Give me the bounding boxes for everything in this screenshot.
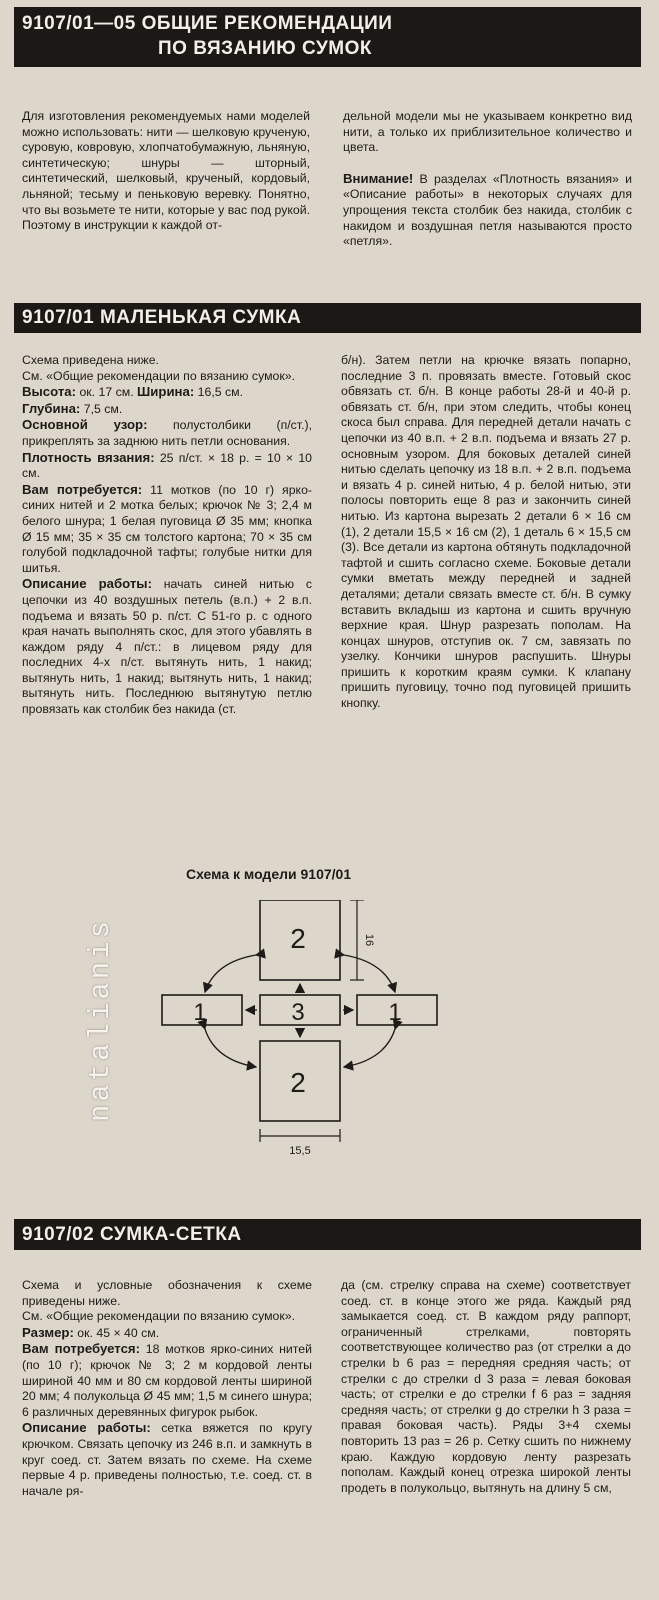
small-bag-pattern: Основной узор: полустолбики (п/ст.), прикреплять за заднюю нить петли основания. bbox=[22, 417, 312, 448]
small-bag-work: Описание работы: начать синей нитью с цепочки из 40 воздушных петель (в.п.) + 2 в.п. подъема и вязать 50 р. п/ст. С 51-го р. с одного края начать выполнять скос, для этого убавлять в каждом ряду 4 п/ст.: в лицевом ряду для последних 4-х п/ст. вытянуть нить, 1 накид; вытянуть нить, 1 накид; вытянуть нить, 1 накид; вытянуть нить. Последнюю вытянутую петлю провязать как столбик без накида (ст. bbox=[22, 576, 312, 717]
label-2-top: 2 bbox=[290, 923, 306, 954]
arrow-top-right bbox=[344, 955, 395, 992]
general-materials-continued: дельной модели мы не указываем конкретно вид нити, а только их приблизительное количество и цвета. bbox=[343, 109, 632, 155]
small-bag-density: Плотность вязания: 25 п/ст. × 18 р. = 10 × 10 см. bbox=[22, 449, 313, 481]
small-bag-materials: Вам потребуется: 11 мотков (по 10 г) ярко-синих нитей и 2 мотка белых; крючок № 3; 2,4 м белого шнура; 1 белая пуговица Ø 35 мм; кнопка Ø 15 мм; 35 × 35 см толстого картона; 70 × 35 см голубой подкладочной тафты; голубые нитки для шитья. bbox=[22, 481, 313, 575]
net-bag-work: Описание работы: сетка вяжется по кругу крючком. Связать цепочку из 246 в.п. и замкнуть в круг соед. ст. Затем вязать по схеме. На схеме первые 4 р. приведены полностью, т.е. соед. ст. в начале ря- bbox=[22, 1420, 312, 1498]
watermark: natalianis bbox=[84, 918, 117, 1123]
heading-line-2: ПО ВЯЗАНИЮ СУМОК bbox=[158, 38, 372, 59]
section-heading-net-bag bbox=[14, 1219, 641, 1250]
scheme-title: Схема к модели 9107/01 bbox=[186, 866, 352, 882]
small-bag-depth: Глубина: 7,5 см. bbox=[22, 400, 123, 416]
general-right-column bbox=[343, 109, 632, 250]
general-materials-text: Для изготовления рекомендуемых нами моделей можно использовать: нити — шелковую крученую, суровую, ковровую, хлопчатобумажную, льняную, синтетическую; шнуры — шторный, синтетический, шелковый, крученый, кордовый, льняной; тесьму и пеньковую веревку. Понятно, что вы возьмете те нити, которые у вас под рукой. Поэтому в инструкции к каждой от- bbox=[22, 109, 310, 233]
heading-small-bag-text: 9107/01 МАЛЕНЬКАЯ СУМКА bbox=[22, 307, 302, 328]
section-heading-general bbox=[14, 7, 641, 67]
small-bag-dimensions: Высота: ок. 17 см. Ширина: 16,5 см. bbox=[22, 384, 244, 400]
attention-note bbox=[343, 171, 632, 250]
label-2-bottom: 2 bbox=[290, 1067, 306, 1098]
net-bag-size: Размер: ок. 45 × 40 см. bbox=[22, 1324, 160, 1340]
heading-net-bag-text: 9107/02 СУМКА-СЕТКА bbox=[22, 1224, 242, 1245]
net-bag-right-column bbox=[341, 1278, 631, 1496]
arrow-bottom-right bbox=[344, 1029, 395, 1067]
net-bag-intro: Схема и условные обозначения к схеме приведены ниже. bbox=[22, 1278, 312, 1308]
dim-height-label: 16 bbox=[363, 933, 375, 947]
net-bag-left-column bbox=[22, 1278, 312, 1499]
net-bag-materials: Вам потребуется: 18 мотков ярко-синих нитей (по 10 г); крючок № 3; 2 м кордовой ленты шириной 40 мм и 80 см кордовой ленты шириной 20 мм; 4 полукольца Ø 45 мм; 1,5 м синего шнура; 6 различных деревянных фигурок рыбок. bbox=[22, 1341, 313, 1419]
section-heading-small-bag bbox=[14, 303, 641, 333]
small-bag-left-column bbox=[22, 353, 312, 718]
dim-width-label: 15,5 bbox=[289, 1145, 311, 1157]
small-bag-work-continued: б/н). Затем петли на крючке вязать попарно, последние 3 п. провязать вместе. Готовый скос обвязать ст. б/н. В конце работы 28-й и 40-й р. обвязать ст. б/н, при этом следить, чтобы конец скоса был справа. Для передней детали начать с цепочки из 40 в.п. + 2 в.п. подъема и вязать 27 р. основным узором. Для боковых деталей синей нитью сделать цепочку из 18 в.п. + 2 в.п. подъема и вязать 4 р. синей нитью, 4 р. белой нитью, эти полосы повторить еще 8 раз и закончить синей нитью. Из картона вырезать 2 детали 6 × 16 см (1), 2 детали 15,5 × 16 см (2), 1 деталь 6 × 15,5 см (3). Все детали из картона обтянуть подкладочной тафтой и сшить согласно схеме. Боковые детали сумки вметать между передней и задней деталями; детали связать вместе ст. б/н. В сумку вставить вкладыш из картона и сшить вручную верхние края. Шнур разрезать пополам. На концах шнуров, отступив ок. 7 см, завязать по узелку. Кончики шнуров распушить. Шнуры пришить к коротким краям сумки. К клапану пришить пуговицу, точно под пуговицей пришить кнопку. bbox=[341, 353, 631, 711]
small-bag-reference: См. «Общие рекомендации по вязанию сумок». bbox=[22, 368, 296, 383]
arrow-bottom-left bbox=[205, 1029, 256, 1067]
attention-text: В разделах «Плотность вязания» и «Описание работы» в некоторых случаях для упрощения текста столбик без накида, столбик с накидом и воздушная петля называются просто «петля». bbox=[343, 171, 632, 249]
heading-line-1: 9107/01—05 ОБЩИЕ РЕКОМЕНДАЦИИ bbox=[22, 13, 393, 34]
small-bag-right-column bbox=[341, 353, 631, 712]
general-left-column bbox=[22, 109, 310, 234]
net-bag-work-continued: да (см. стрелку справа на схеме) соответствует соед. ст. в конце этого же ряда. Каждый ряд замыкается соед. ст. В каждом ряду раппорт, ограниченный стрелками, повторять соответствующее количество раз (от стрелки a до стрелки b 6 раз = передняя средняя часть; от стрелки c до стрелки d 3 раза = левая боковая часть; от стрелки e до стрелки f 6 раз = задняя средняя часть; от стрелки g до стрелки h 3 раза = правая боковая часть). Ряды 3+4 схемы повторить 13 раз = 26 р. Сетку сшить по нижнему краю. Каждую кордовую ленту разрезать пополам. Каждый конец отрезка широкой ленты продеть в полукольцо, вытянуть на длину 5 см, bbox=[341, 1278, 631, 1495]
small-bag-intro: Схема приведена ниже. bbox=[22, 353, 159, 367]
bag-scheme-diagram bbox=[150, 900, 450, 1160]
label-3-center: 3 bbox=[291, 999, 305, 1026]
attention-label: Внимание! bbox=[343, 170, 414, 186]
label-1-right: 1 bbox=[388, 999, 402, 1026]
arrow-top-left bbox=[205, 955, 256, 992]
label-1-left: 1 bbox=[193, 999, 207, 1026]
net-bag-reference: См. «Общие рекомендации по вязанию сумок». bbox=[22, 1309, 296, 1324]
